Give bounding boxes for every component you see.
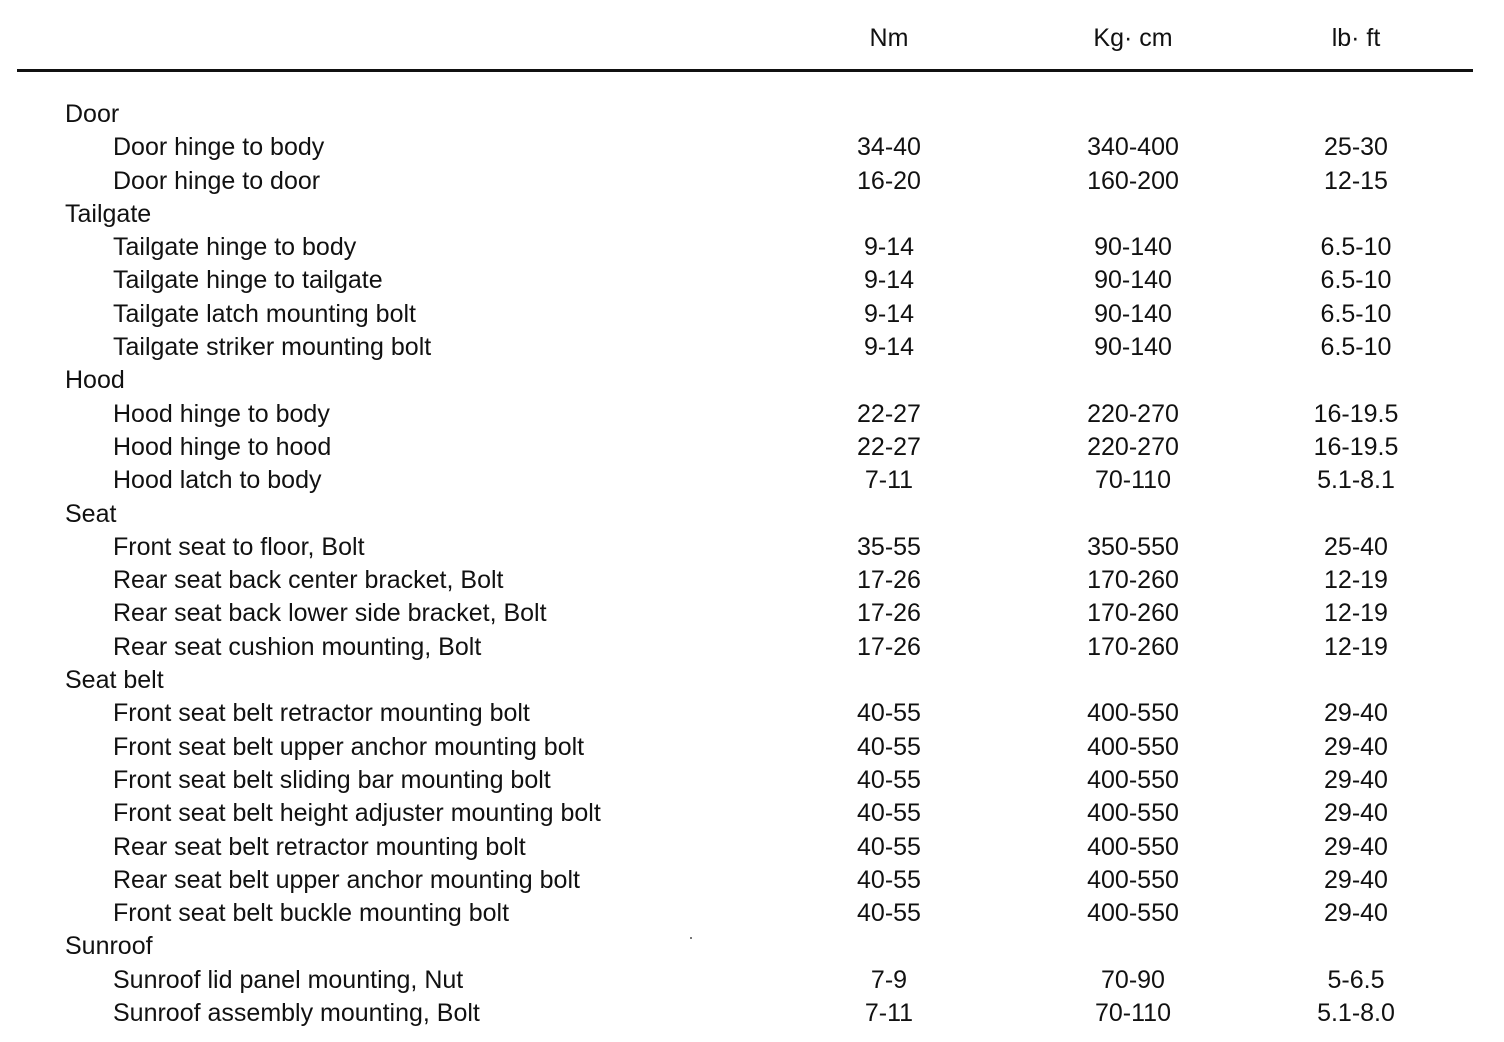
value-lb-ft: 12-19 <box>1324 566 1388 595</box>
item-label: Tailgate striker mounting bolt <box>113 333 432 362</box>
value-kg-cm: 90-140 <box>1094 233 1172 262</box>
value-nm: 9-14 <box>863 233 915 262</box>
group-label: Seat <box>65 499 117 528</box>
value-kg-cm: 220-270 <box>1087 399 1179 428</box>
table-row <box>0 165 1504 198</box>
value-lb-ft: 16-19.5 <box>1313 399 1399 428</box>
item-label: Rear seat cushion mounting, Bolt <box>113 632 482 661</box>
value-lb-ft: 5.1-8.0 <box>1317 999 1395 1028</box>
value-nm: 9-14 <box>863 299 915 328</box>
item-label: Door hinge to door <box>113 166 321 195</box>
scan-speck <box>690 937 692 939</box>
value-kg-cm: 400-550 <box>1087 699 1179 728</box>
value-nm: 40-55 <box>857 699 921 728</box>
table-row <box>0 331 1504 364</box>
value-lb-ft: 29-40 <box>1324 899 1388 928</box>
value-nm: 40-55 <box>857 732 921 761</box>
group-label: Tailgate <box>65 199 152 228</box>
torque-table-body <box>0 98 1504 1030</box>
item-label: Sunroof assembly mounting, Bolt <box>113 999 480 1028</box>
item-label: Rear seat back center bracket, Bolt <box>113 566 504 595</box>
column-header-nm: Nm <box>869 24 909 52</box>
table-row <box>0 864 1504 897</box>
group-row <box>0 364 1504 397</box>
value-lb-ft: 29-40 <box>1324 699 1388 728</box>
value-kg-cm: 340-400 <box>1087 133 1179 162</box>
value-lb-ft: 16-19.5 <box>1313 432 1399 461</box>
item-label: Front seat belt retractor mounting bolt <box>113 699 530 728</box>
value-kg-cm: 170-260 <box>1087 566 1179 595</box>
value-kg-cm: 400-550 <box>1087 732 1179 761</box>
value-kg-cm: 400-550 <box>1087 765 1179 794</box>
value-nm: 7-11 <box>864 466 914 495</box>
value-nm: 40-55 <box>857 799 921 828</box>
value-kg-cm: 400-550 <box>1087 832 1179 861</box>
table-row <box>0 597 1504 630</box>
value-kg-cm: 400-550 <box>1087 865 1179 894</box>
item-label: Rear seat belt retractor mounting bolt <box>113 832 526 861</box>
table-row <box>0 298 1504 331</box>
value-lb-ft: 6.5-10 <box>1320 266 1392 295</box>
value-lb-ft: 29-40 <box>1324 799 1388 828</box>
value-kg-cm: 170-260 <box>1087 632 1179 661</box>
value-lb-ft: 29-40 <box>1324 865 1388 894</box>
value-kg-cm: 90-140 <box>1094 266 1172 295</box>
value-lb-ft: 12-15 <box>1324 166 1388 195</box>
item-label: Front seat belt buckle mounting bolt <box>113 899 510 928</box>
table-row <box>0 264 1504 297</box>
value-kg-cm: 220-270 <box>1087 432 1179 461</box>
value-lb-ft: 25-40 <box>1324 532 1388 561</box>
item-label: Front seat belt upper anchor mounting bolt <box>113 732 585 761</box>
item-label: Sunroof lid panel mounting, Nut <box>113 965 464 994</box>
value-kg-cm: 170-260 <box>1087 599 1179 628</box>
table-row <box>0 564 1504 597</box>
value-nm: 16-20 <box>857 166 921 195</box>
value-nm: 9-14 <box>863 333 915 362</box>
item-label: Tailgate hinge to tailgate <box>113 266 383 295</box>
group-row <box>0 498 1504 531</box>
value-nm: 40-55 <box>857 765 921 794</box>
group-row <box>0 198 1504 231</box>
value-kg-cm: 90-140 <box>1094 299 1172 328</box>
value-nm: 35-55 <box>857 532 921 561</box>
group-row <box>0 664 1504 697</box>
group-label: Hood <box>65 366 125 395</box>
item-label: Hood hinge to hood <box>113 432 332 461</box>
value-lb-ft: 29-40 <box>1324 732 1388 761</box>
value-lb-ft: 6.5-10 <box>1320 333 1392 362</box>
value-kg-cm: 90-140 <box>1094 333 1172 362</box>
item-label: Front seat belt height adjuster mounting bolt <box>113 799 601 828</box>
item-label: Tailgate latch mounting bolt <box>113 299 416 328</box>
item-label: Front seat belt sliding bar mounting bolt <box>113 765 551 794</box>
value-nm: 22-27 <box>857 399 921 428</box>
value-lb-ft: 25-30 <box>1324 133 1388 162</box>
value-nm: 22-27 <box>857 432 921 461</box>
table-row <box>0 797 1504 830</box>
table-row <box>0 697 1504 730</box>
table-row <box>0 464 1504 497</box>
value-nm: 17-26 <box>857 599 921 628</box>
table-row <box>0 764 1504 797</box>
value-nm: 7-9 <box>870 965 908 994</box>
value-lb-ft: 29-40 <box>1324 832 1388 861</box>
value-nm: 17-26 <box>857 632 921 661</box>
value-lb-ft: 29-40 <box>1324 765 1388 794</box>
value-kg-cm: 400-550 <box>1087 899 1179 928</box>
item-label: Rear seat back lower side bracket, Bolt <box>113 599 547 628</box>
column-header-kg-cm: Kg· cm <box>1093 24 1173 52</box>
group-label: Sunroof <box>65 932 153 961</box>
group-row <box>0 98 1504 131</box>
item-label: Door hinge to body <box>113 133 325 162</box>
value-nm: 40-55 <box>857 832 921 861</box>
value-nm: 40-55 <box>857 865 921 894</box>
value-kg-cm: 70-110 <box>1095 999 1171 1028</box>
group-label: Seat belt <box>65 666 164 695</box>
table-row <box>0 897 1504 930</box>
value-nm: 9-14 <box>863 266 915 295</box>
value-lb-ft: 5-6.5 <box>1327 965 1385 994</box>
table-row <box>0 531 1504 564</box>
value-nm: 40-55 <box>857 899 921 928</box>
table-row <box>0 964 1504 997</box>
table-row <box>0 131 1504 164</box>
value-kg-cm: 400-550 <box>1087 799 1179 828</box>
table-row <box>0 431 1504 464</box>
value-nm: 17-26 <box>857 566 921 595</box>
group-row <box>0 930 1504 963</box>
value-kg-cm: 70-90 <box>1101 965 1165 994</box>
group-label: Door <box>65 100 120 128</box>
value-kg-cm: 70-110 <box>1095 466 1171 495</box>
value-lb-ft: 5.1-8.1 <box>1317 466 1395 495</box>
table-row <box>0 997 1504 1030</box>
table-row <box>0 731 1504 764</box>
item-label: Hood hinge to body <box>113 399 330 428</box>
item-label: Front seat to floor, Bolt <box>113 532 365 561</box>
table-row <box>0 631 1504 664</box>
table-row <box>0 398 1504 431</box>
table-row <box>0 231 1504 264</box>
item-label: Tailgate hinge to body <box>113 233 357 262</box>
column-header-lb-ft: lb· ft <box>1331 24 1381 52</box>
value-kg-cm: 160-200 <box>1087 166 1179 195</box>
value-lb-ft: 6.5-10 <box>1320 299 1392 328</box>
value-lb-ft: 12-19 <box>1324 632 1388 661</box>
value-lb-ft: 12-19 <box>1324 599 1388 628</box>
value-nm: 7-11 <box>864 999 914 1028</box>
table-header <box>0 18 1504 58</box>
header-divider <box>17 69 1473 72</box>
table-row <box>0 831 1504 864</box>
value-kg-cm: 350-550 <box>1087 532 1179 561</box>
value-lb-ft: 6.5-10 <box>1320 233 1392 262</box>
item-label: Hood latch to body <box>113 466 322 495</box>
value-nm: 34-40 <box>857 133 921 162</box>
item-label: Rear seat belt upper anchor mounting bolt <box>113 865 580 894</box>
